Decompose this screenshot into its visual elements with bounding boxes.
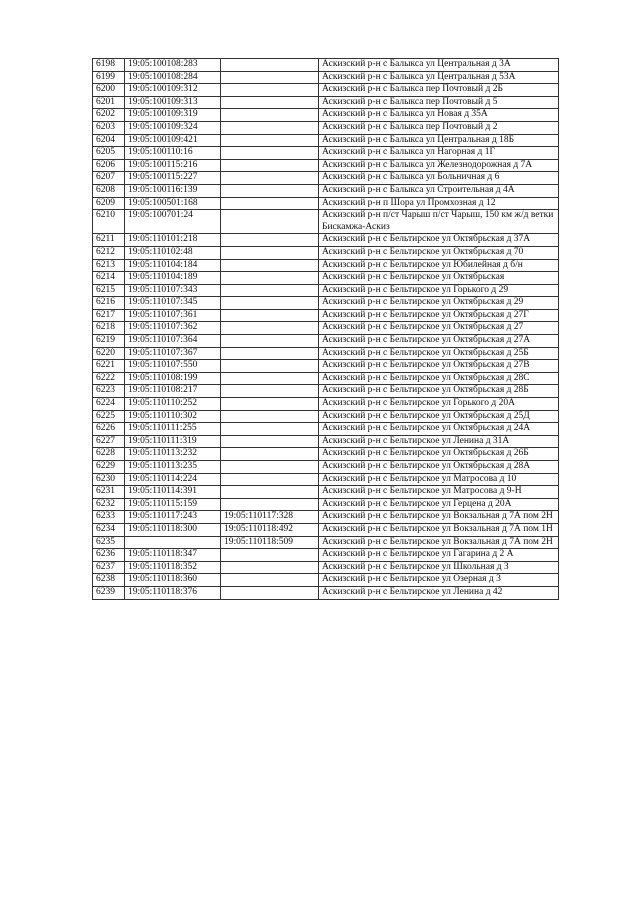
table-row xyxy=(93,172,559,185)
cadastral-number-cell: 19:05:100109:312 xyxy=(125,84,221,97)
row-number-cell: 6225 xyxy=(93,410,125,423)
row-number-cell: 6221 xyxy=(93,360,125,373)
table-row xyxy=(93,121,559,134)
row-number-cell: 6215 xyxy=(93,284,125,297)
table-row xyxy=(93,109,559,122)
cadastral-number-cell: 19:05:110118:376 xyxy=(125,586,221,599)
table-row xyxy=(93,197,559,210)
address-cell: Аскизский р-н с Бельтирское ул Герцена д 20А xyxy=(319,498,559,511)
premises-cadastral-number-cell xyxy=(221,159,319,172)
premises-cadastral-number-cell xyxy=(221,210,319,234)
address-cell: Аскизский р-н с Балыкса ул Железнодорожная д 7А xyxy=(319,159,559,172)
premises-cadastral-number-cell xyxy=(221,586,319,599)
table-row xyxy=(93,259,559,272)
premises-cadastral-number-cell xyxy=(221,184,319,197)
premises-cadastral-number-cell xyxy=(221,284,319,297)
table-row xyxy=(93,335,559,348)
row-number-cell: 6199 xyxy=(93,71,125,84)
address-cell: Аскизский р-н с Бельтирское ул Октябрьская д 27А xyxy=(319,335,559,348)
premises-cadastral-number-cell xyxy=(221,234,319,247)
address-cell: Аскизский р-н с Бельтирское ул Октябрьская д 24А xyxy=(319,423,559,436)
table-row xyxy=(93,234,559,247)
cadastral-number-cell: 19:05:100108:283 xyxy=(125,59,221,72)
premises-cadastral-number-cell xyxy=(221,309,319,322)
table-row xyxy=(93,511,559,524)
premises-cadastral-number-cell: 19:05:110118:492 xyxy=(221,523,319,536)
cadastral-number-cell: 19:05:110118:300 xyxy=(125,523,221,536)
row-number-cell: 6237 xyxy=(93,561,125,574)
table-row xyxy=(93,586,559,599)
table-row xyxy=(93,574,559,587)
cadastral-number-cell: 19:05:110113:232 xyxy=(125,448,221,461)
address-cell: Аскизский р-н с Бельтирское ул Школьная д 3 xyxy=(319,561,559,574)
table-row xyxy=(93,360,559,373)
cadastral-number-cell: 19:05:110108:217 xyxy=(125,385,221,398)
address-cell: Аскизский р-н п/ст Чарыш п/ст Чарыш, 150 км ж/д ветки Бискамжа-Аскиз xyxy=(319,210,559,234)
table-row xyxy=(93,423,559,436)
cadastral-number-cell: 19:05:110111:255 xyxy=(125,423,221,436)
premises-cadastral-number-cell xyxy=(221,410,319,423)
premises-cadastral-number-cell xyxy=(221,549,319,562)
table-row xyxy=(93,561,559,574)
address-cell: Аскизский р-н с Балыкса пер Почтовый д 2 xyxy=(319,121,559,134)
row-number-cell: 6231 xyxy=(93,486,125,499)
row-number-cell: 6211 xyxy=(93,234,125,247)
row-number-cell: 6212 xyxy=(93,246,125,259)
cadastral-number-cell: 19:05:110107:345 xyxy=(125,297,221,310)
cadastral-number-cell: 19:05:100501:168 xyxy=(125,197,221,210)
address-cell: Аскизский р-н с Бельтирское ул Октябрьская д 25Д xyxy=(319,410,559,423)
register-table-body xyxy=(93,59,559,600)
address-cell: Аскизский р-н с Бельтирское ул Октябрьская д 27В xyxy=(319,360,559,373)
address-cell: Аскизский р-н с Бельтирское ул Озерная д 3 xyxy=(319,574,559,587)
row-number-cell: 6216 xyxy=(93,297,125,310)
cadastral-number-cell: 19:05:110102:48 xyxy=(125,246,221,259)
table-row xyxy=(93,159,559,172)
premises-cadastral-number-cell xyxy=(221,473,319,486)
cadastral-number-cell: 19:05:110107:367 xyxy=(125,347,221,360)
row-number-cell: 6229 xyxy=(93,461,125,474)
cadastral-number-cell: 19:05:110107:364 xyxy=(125,335,221,348)
table-row xyxy=(93,372,559,385)
address-cell: Аскизский р-н с Бельтирское ул Гагарина д 2 А xyxy=(319,549,559,562)
address-cell: Аскизский р-н с Бельтирское ул Октябрьская xyxy=(319,272,559,285)
cadastral-number-cell: 19:05:110118:360 xyxy=(125,574,221,587)
cadastral-number-cell: 19:05:110113:235 xyxy=(125,461,221,474)
cadastral-number-cell: 19:05:110107:361 xyxy=(125,309,221,322)
table-row xyxy=(93,84,559,97)
cadastral-number-cell: 19:05:100115:227 xyxy=(125,172,221,185)
address-cell: Аскизский р-н с Бельтирское ул Октябрьская д 70 xyxy=(319,246,559,259)
table-row xyxy=(93,473,559,486)
premises-cadastral-number-cell xyxy=(221,448,319,461)
address-cell: Аскизский р-н с Балыкса пер Почтовый д 2Б xyxy=(319,84,559,97)
premises-cadastral-number-cell xyxy=(221,59,319,72)
table-row xyxy=(93,184,559,197)
premises-cadastral-number-cell xyxy=(221,385,319,398)
premises-cadastral-number-cell xyxy=(221,297,319,310)
premises-cadastral-number-cell xyxy=(221,561,319,574)
premises-cadastral-number-cell xyxy=(221,435,319,448)
address-cell: Аскизский р-н п Шора ул Промхозная д 12 xyxy=(319,197,559,210)
cadastral-number-cell: 19:05:100109:324 xyxy=(125,121,221,134)
table-row xyxy=(93,385,559,398)
table-row xyxy=(93,498,559,511)
row-number-cell: 6239 xyxy=(93,586,125,599)
address-cell: Аскизский р-н с Бельтирское ул Октябрьская д 37А xyxy=(319,234,559,247)
cadastral-number-cell: 19:05:110114:391 xyxy=(125,486,221,499)
premises-cadastral-number-cell xyxy=(221,360,319,373)
address-cell: Аскизский р-н с Бельтирское ул Октябрьская д 25Б xyxy=(319,347,559,360)
table-row xyxy=(93,246,559,259)
cadastral-number-cell: 19:05:110118:347 xyxy=(125,549,221,562)
cadastral-number-cell: 19:05:100110:16 xyxy=(125,147,221,160)
row-number-cell: 6217 xyxy=(93,309,125,322)
premises-cadastral-number-cell xyxy=(221,84,319,97)
row-number-cell: 6223 xyxy=(93,385,125,398)
premises-cadastral-number-cell xyxy=(221,335,319,348)
row-number-cell: 6205 xyxy=(93,147,125,160)
table-row xyxy=(93,297,559,310)
row-number-cell: 6235 xyxy=(93,536,125,549)
address-cell: Аскизский р-н с Бельтирское ул Вокзальная д 7А пом 2Н xyxy=(319,511,559,524)
cadastral-number-cell: 19:05:110118:352 xyxy=(125,561,221,574)
premises-cadastral-number-cell xyxy=(221,197,319,210)
premises-cadastral-number-cell xyxy=(221,134,319,147)
table-row xyxy=(93,435,559,448)
table-row xyxy=(93,448,559,461)
table-row xyxy=(93,309,559,322)
premises-cadastral-number-cell xyxy=(221,121,319,134)
cadastral-number-cell: 19:05:110110:302 xyxy=(125,410,221,423)
premises-cadastral-number-cell xyxy=(221,423,319,436)
cadastral-number-cell: 19:05:110104:189 xyxy=(125,272,221,285)
cadastral-number-cell: 19:05:110107:362 xyxy=(125,322,221,335)
row-number-cell: 6198 xyxy=(93,59,125,72)
table-row xyxy=(93,523,559,536)
cadastral-number-cell: 19:05:110110:252 xyxy=(125,398,221,411)
address-cell: Аскизский р-н с Бельтирское ул Октябрьская д 29 xyxy=(319,297,559,310)
address-cell: Аскизский р-н с Бельтирское ул Ленина д 31А xyxy=(319,435,559,448)
address-cell: Аскизский р-н с Балыкса ул Центральная д 18Б xyxy=(319,134,559,147)
address-cell: Аскизский р-н с Балыкса ул Больничная д 6 xyxy=(319,172,559,185)
row-number-cell: 6232 xyxy=(93,498,125,511)
row-number-cell: 6236 xyxy=(93,549,125,562)
table-row xyxy=(93,486,559,499)
address-cell: Аскизский р-н с Бельтирское ул Октябрьская д 27Г xyxy=(319,309,559,322)
address-cell: Аскизский р-н с Балыкса пер Почтовый д 5 xyxy=(319,96,559,109)
cadastral-number-cell: 19:05:110114:224 xyxy=(125,473,221,486)
premises-cadastral-number-cell xyxy=(221,498,319,511)
cadastral-number-cell: 19:05:110101:218 xyxy=(125,234,221,247)
address-cell: Аскизский р-н с Бельтирское ул Октябрьская д 28Б xyxy=(319,385,559,398)
row-number-cell: 6200 xyxy=(93,84,125,97)
premises-cadastral-number-cell xyxy=(221,461,319,474)
address-cell: Аскизский р-н с Бельтирское ул Юбилейная д б/н xyxy=(319,259,559,272)
premises-cadastral-number-cell xyxy=(221,574,319,587)
premises-cadastral-number-cell xyxy=(221,272,319,285)
table-row xyxy=(93,147,559,160)
premises-cadastral-number-cell xyxy=(221,486,319,499)
table-row xyxy=(93,410,559,423)
table-row xyxy=(93,549,559,562)
table-row xyxy=(93,134,559,147)
premises-cadastral-number-cell xyxy=(221,96,319,109)
cadastral-number-cell: 19:05:100109:313 xyxy=(125,96,221,109)
address-cell: Аскизский р-н с Бельтирское ул Октябрьская д 26Б xyxy=(319,448,559,461)
cadastral-number-cell: 19:05:100115:216 xyxy=(125,159,221,172)
row-number-cell: 6233 xyxy=(93,511,125,524)
row-number-cell: 6214 xyxy=(93,272,125,285)
table-row xyxy=(93,461,559,474)
cadastral-number-cell: 19:05:100109:319 xyxy=(125,109,221,122)
table-row xyxy=(93,347,559,360)
row-number-cell: 6226 xyxy=(93,423,125,436)
cadastral-number-cell: 19:05:110107:550 xyxy=(125,360,221,373)
address-cell: Аскизский р-н с Бельтирское ул Матросова д 10 xyxy=(319,473,559,486)
address-cell: Аскизский р-н с Бельтирское ул Вокзальная д 7А пом 1Н xyxy=(319,523,559,536)
row-number-cell: 6201 xyxy=(93,96,125,109)
table-row xyxy=(93,210,559,234)
premises-cadastral-number-cell xyxy=(221,172,319,185)
address-cell: Аскизский р-н с Бельтирское ул Горького д 29 xyxy=(319,284,559,297)
table-row xyxy=(93,322,559,335)
premises-cadastral-number-cell xyxy=(221,372,319,385)
premises-cadastral-number-cell xyxy=(221,147,319,160)
cadastral-number-cell xyxy=(125,536,221,549)
table-row xyxy=(93,272,559,285)
row-number-cell: 6234 xyxy=(93,523,125,536)
row-number-cell: 6228 xyxy=(93,448,125,461)
cadastral-number-cell: 19:05:110107:343 xyxy=(125,284,221,297)
row-number-cell: 6238 xyxy=(93,574,125,587)
cadastral-number-cell: 19:05:100108:284 xyxy=(125,71,221,84)
premises-cadastral-number-cell xyxy=(221,347,319,360)
address-cell: Аскизский р-н с Бельтирское ул Ленина д 42 xyxy=(319,586,559,599)
address-cell: Аскизский р-н с Бельтирское ул Матросова д 9-Н xyxy=(319,486,559,499)
row-number-cell: 6222 xyxy=(93,372,125,385)
address-cell: Аскизский р-н с Балыкса ул Новая д 35А xyxy=(319,109,559,122)
cadastral-number-cell: 19:05:100701:24 xyxy=(125,210,221,234)
row-number-cell: 6227 xyxy=(93,435,125,448)
address-cell: Аскизский р-н с Балыкса ул Строительная д 4А xyxy=(319,184,559,197)
address-cell: Аскизский р-н с Балыкса ул Центральная д 3А xyxy=(319,59,559,72)
address-cell: Аскизский р-н с Бельтирское ул Октябрьская д 28С xyxy=(319,372,559,385)
row-number-cell: 6219 xyxy=(93,335,125,348)
address-cell: Аскизский р-н с Балыкса ул Центральная д 53А xyxy=(319,71,559,84)
row-number-cell: 6210 xyxy=(93,210,125,234)
premises-cadastral-number-cell xyxy=(221,322,319,335)
row-number-cell: 6206 xyxy=(93,159,125,172)
table-row xyxy=(93,398,559,411)
table-row xyxy=(93,96,559,109)
row-number-cell: 6207 xyxy=(93,172,125,185)
row-number-cell: 6202 xyxy=(93,109,125,122)
row-number-cell: 6204 xyxy=(93,134,125,147)
row-number-cell: 6230 xyxy=(93,473,125,486)
premises-cadastral-number-cell xyxy=(221,398,319,411)
address-cell: Аскизский р-н с Балыкса ул Нагорная д 1Г xyxy=(319,147,559,160)
row-number-cell: 6203 xyxy=(93,121,125,134)
premises-cadastral-number-cell: 19:05:110117:328 xyxy=(221,511,319,524)
property-register-table xyxy=(92,58,559,600)
row-number-cell: 6209 xyxy=(93,197,125,210)
address-cell: Аскизский р-н с Бельтирское ул Горького д 20А xyxy=(319,398,559,411)
premises-cadastral-number-cell xyxy=(221,246,319,259)
row-number-cell: 6213 xyxy=(93,259,125,272)
cadastral-number-cell: 19:05:110117:243 xyxy=(125,511,221,524)
cadastral-number-cell: 19:05:110104:184 xyxy=(125,259,221,272)
row-number-cell: 6218 xyxy=(93,322,125,335)
table-row xyxy=(93,536,559,549)
premises-cadastral-number-cell: 19:05:110118:509 xyxy=(221,536,319,549)
table-row xyxy=(93,71,559,84)
premises-cadastral-number-cell xyxy=(221,71,319,84)
table-row xyxy=(93,284,559,297)
address-cell: Аскизский р-н с Бельтирское ул Вокзальная д 7А пом 2Н xyxy=(319,536,559,549)
cadastral-number-cell: 19:05:110111:319 xyxy=(125,435,221,448)
row-number-cell: 6224 xyxy=(93,398,125,411)
address-cell: Аскизский р-н с Бельтирское ул Октябрьская д 28А xyxy=(319,461,559,474)
premises-cadastral-number-cell xyxy=(221,259,319,272)
address-cell: Аскизский р-н с Бельтирское ул Октябрьская д 27 xyxy=(319,322,559,335)
table-row xyxy=(93,59,559,72)
cadastral-number-cell: 19:05:110115:159 xyxy=(125,498,221,511)
cadastral-number-cell: 19:05:110108:199 xyxy=(125,372,221,385)
cadastral-number-cell: 19:05:100116:139 xyxy=(125,184,221,197)
row-number-cell: 6208 xyxy=(93,184,125,197)
cadastral-number-cell: 19:05:100109:421 xyxy=(125,134,221,147)
row-number-cell: 6220 xyxy=(93,347,125,360)
premises-cadastral-number-cell xyxy=(221,109,319,122)
